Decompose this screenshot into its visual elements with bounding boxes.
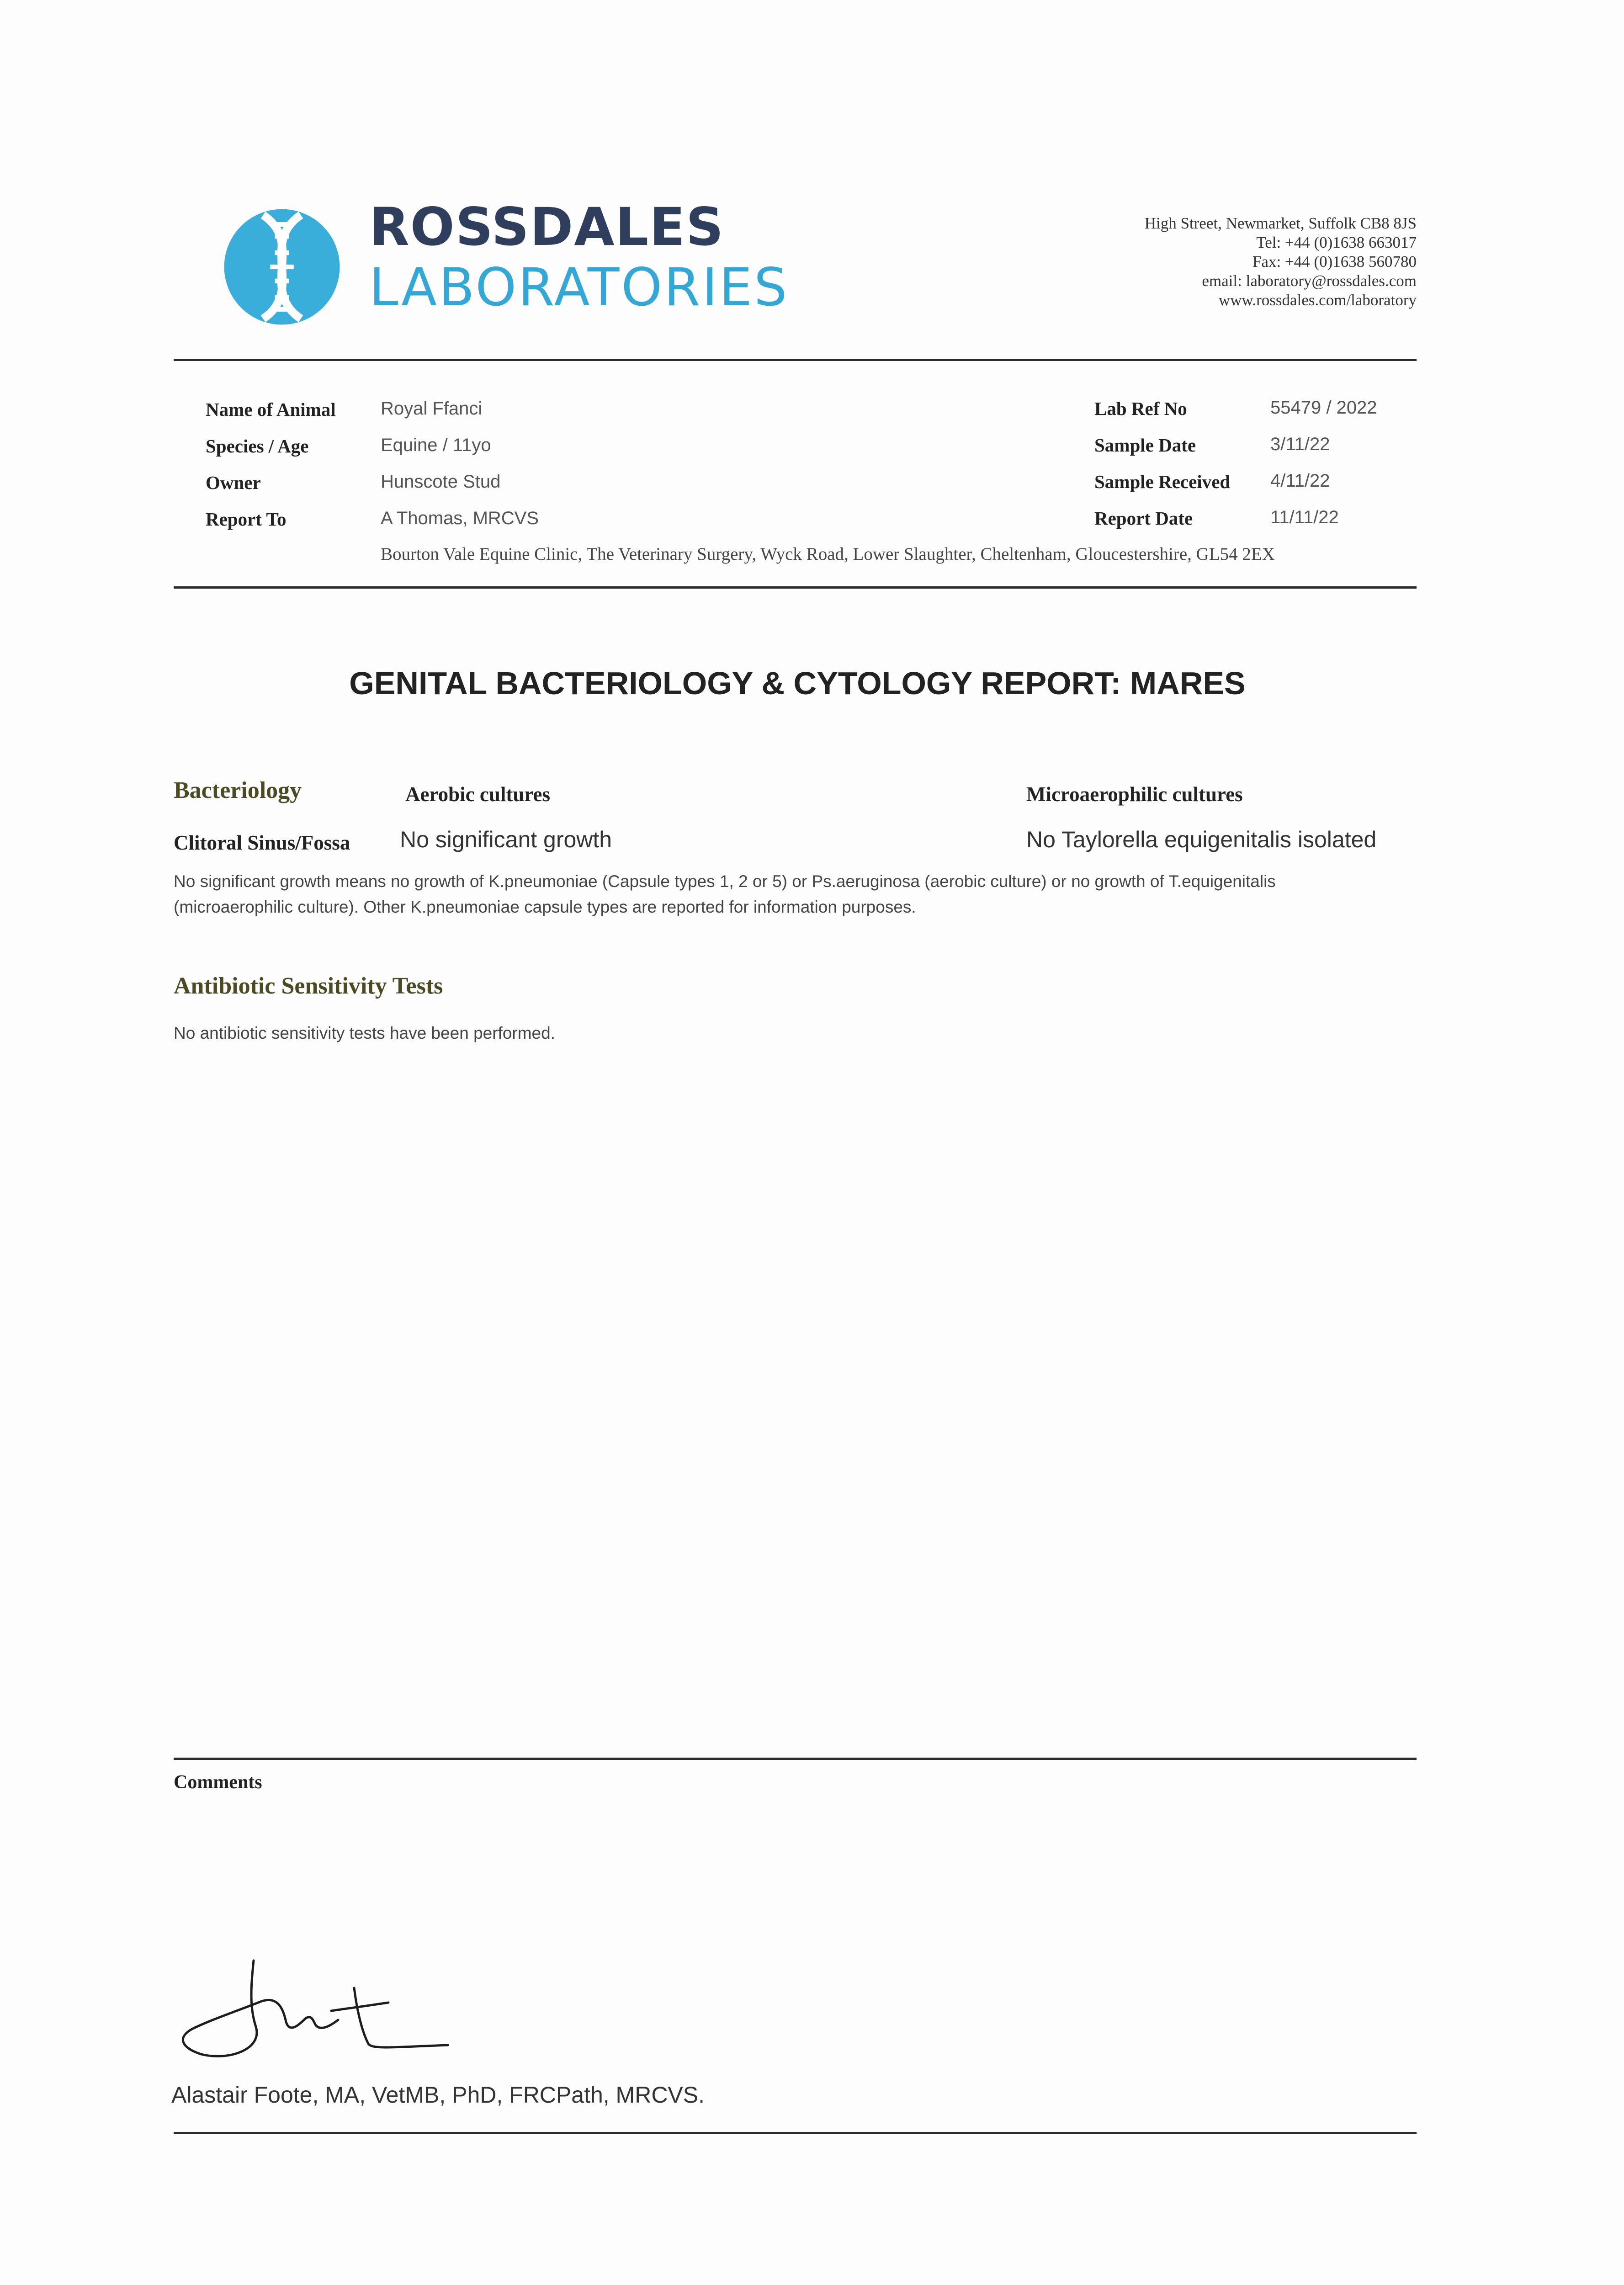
animal-name-value: Royal Ffanci [381, 399, 483, 419]
sample-received-value: 4/11/22 [1270, 471, 1330, 491]
sample-received-label: Sample Received [1094, 471, 1231, 492]
comments-label: Comments [174, 1772, 262, 1793]
report-date-value: 11/11/22 [1270, 507, 1339, 527]
signature-image [174, 1951, 503, 2070]
microaerophilic-cultures-heading: Microaerophilic cultures [1026, 783, 1243, 806]
report-date-label: Report Date [1094, 508, 1193, 529]
brand-name-line2: LABORATORIES [369, 257, 789, 318]
divider-bottom [174, 2132, 1417, 2134]
aerobic-result: No significant growth [400, 827, 612, 852]
divider-details [174, 586, 1417, 589]
lab-ref-label: Lab Ref No [1094, 398, 1187, 419]
microaerophilic-result: No Taylorella equigenitalis isolated [1026, 827, 1377, 852]
sample-date-label: Sample Date [1094, 435, 1196, 456]
bacteriology-heading: Bacteriology [174, 777, 302, 803]
report-to-label: Report To [206, 509, 287, 530]
report-to-value: A Thomas, MRCVS [381, 508, 539, 528]
owner-value: Hunscote Stud [381, 472, 501, 492]
divider-comments [174, 1758, 1417, 1760]
sample-date-value: 3/11/22 [1270, 434, 1330, 454]
lab-ref-value: 55479 / 2022 [1270, 398, 1377, 418]
species-age-label: Species / Age [206, 436, 309, 457]
antibiotic-text: No antibiotic sensitivity tests have been performed. [174, 1024, 555, 1042]
sample-site-label: Clitoral Sinus/Fossa [174, 831, 350, 854]
lab-address-block [1145, 214, 1417, 310]
report-to-address: Bourton Vale Equine Clinic, The Veterinary Surgery, Wyck Road, Lower Slaughter, Cheltenham, Gloucestershire, GL54 2EX [381, 544, 1275, 564]
website-line: www.rossdales.com/laboratory [1218, 291, 1417, 309]
report-title: GENITAL BACTERIOLOGY & CYTOLOGY REPORT: MARES [349, 665, 1246, 701]
signer-name: Alastair Foote, MA, VetMB, PhD, FRCPath, MRCVS. [171, 2082, 705, 2108]
brand-name-line1: ROSSDALES [369, 197, 725, 257]
aerobic-cultures-heading: Aerobic cultures [405, 783, 551, 806]
owner-label: Owner [206, 472, 261, 493]
dna-helix-icon [223, 208, 341, 326]
email-line: email: laboratory@rossdales.com [1202, 272, 1417, 290]
animal-name-label: Name of Animal [206, 399, 336, 420]
species-age-value: Equine / 11yo [381, 435, 491, 455]
growth-note-line1: No significant growth means no growth of K.pneumoniae (Capsule types 1, 2 or 5) or Ps.aeruginosa (aerobic culture) or no growth of T.equigenitalis [174, 872, 1276, 891]
fax-line: Fax: +44 (0)1638 560780 [1252, 253, 1417, 271]
divider-top [174, 359, 1417, 361]
growth-note-line2: (microaerophilic culture). Other K.pneumoniae capsule types are reported for information purposes. [174, 898, 916, 916]
address-line: High Street, Newmarket, Suffolk CB8 8JS [1144, 214, 1417, 232]
phone-line: Tel: +44 (0)1638 663017 [1256, 234, 1417, 251]
antibiotic-heading: Antibiotic Sensitivity Tests [174, 973, 443, 999]
